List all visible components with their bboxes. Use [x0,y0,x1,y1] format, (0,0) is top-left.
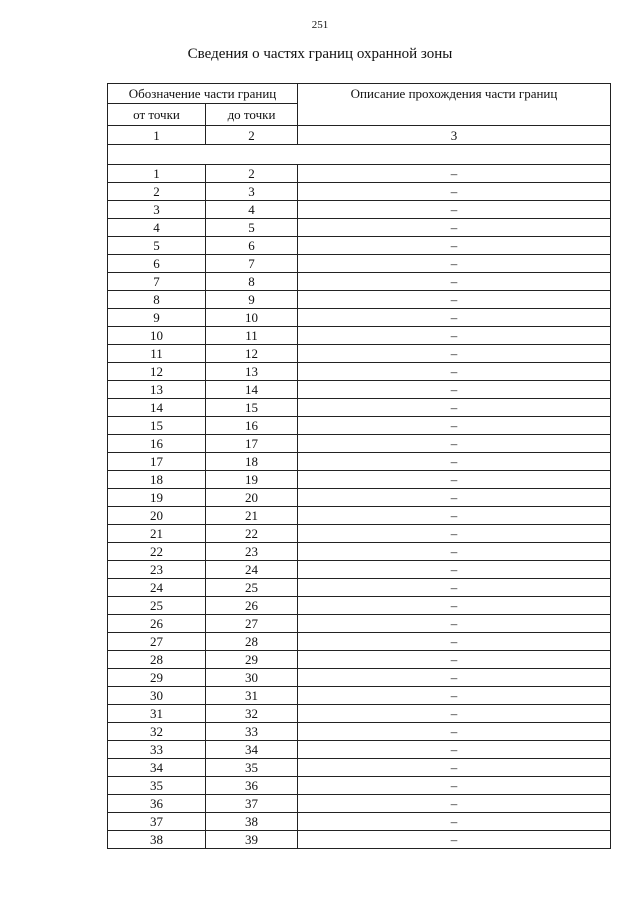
from-point-cell: 7 [108,273,206,291]
table-row [108,165,611,183]
from-point-cell: 34 [108,759,206,777]
table-row [108,435,611,453]
to-point-cell: 25 [206,579,298,597]
description-cell: – [298,417,611,435]
table-row [108,183,611,201]
from-point-cell: 17 [108,453,206,471]
to-point-cell: 38 [206,813,298,831]
from-point-cell: 26 [108,615,206,633]
table-row [108,363,611,381]
table-row [108,273,611,291]
from-point-cell: 2 [108,183,206,201]
table-row [108,543,611,561]
description-cell: – [298,399,611,417]
from-point-cell: 13 [108,381,206,399]
table-row [108,399,611,417]
to-point-cell: 22 [206,525,298,543]
description-cell: – [298,813,611,831]
to-point-cell: 8 [206,273,298,291]
description-cell: – [298,669,611,687]
table-row [108,579,611,597]
column-numbers-row [108,126,611,145]
to-point-cell: 20 [206,489,298,507]
description-cell: – [298,201,611,219]
from-point-cell: 8 [108,291,206,309]
to-point-cell: 10 [206,309,298,327]
page-number: 251 [311,19,329,31]
table-row [108,615,611,633]
description-cell: – [298,273,611,291]
description-cell: – [298,759,611,777]
to-point-cell: 23 [206,543,298,561]
to-point-cell: 6 [206,237,298,255]
table-row [108,723,611,741]
from-point-cell: 15 [108,417,206,435]
to-point-cell: 16 [206,417,298,435]
to-point-cell: 21 [206,507,298,525]
to-point-cell: 37 [206,795,298,813]
table-row [108,597,611,615]
to-point-cell: 17 [206,435,298,453]
description-cell: – [298,489,611,507]
to-point-cell: 39 [206,831,298,849]
to-point-cell: 19 [206,471,298,489]
from-point-cell: 31 [108,705,206,723]
table-row [108,201,611,219]
from-point-cell: 37 [108,813,206,831]
description-cell: – [298,291,611,309]
table-row [108,381,611,399]
description-cell: – [298,165,611,183]
table-row [108,633,611,651]
table-row [108,255,611,273]
description-cell: – [298,219,611,237]
to-point-cell: 28 [206,633,298,651]
from-point-cell: 23 [108,561,206,579]
header-boundary-designation: Обозначение части границ [108,84,298,104]
from-point-cell: 27 [108,633,206,651]
from-point-cell: 29 [108,669,206,687]
table-row [108,759,611,777]
description-cell: – [298,327,611,345]
table-row [108,777,611,795]
from-point-cell: 30 [108,687,206,705]
to-point-cell: 30 [206,669,298,687]
from-point-cell: 16 [108,435,206,453]
from-point-cell: 33 [108,741,206,759]
to-point-cell: 3 [206,183,298,201]
from-point-cell: 22 [108,543,206,561]
to-point-cell: 32 [206,705,298,723]
description-cell: – [298,453,611,471]
to-point-cell: 29 [206,651,298,669]
section-spacer-row [108,145,611,165]
table-row [108,525,611,543]
from-point-cell: 12 [108,363,206,381]
to-point-cell: 9 [206,291,298,309]
header-description: Описание прохождения части границ [298,84,611,126]
table-row [108,453,611,471]
to-point-cell: 15 [206,399,298,417]
table-row [108,219,611,237]
description-cell: – [298,633,611,651]
table-row [108,327,611,345]
description-cell: – [298,345,611,363]
from-point-cell: 24 [108,579,206,597]
from-point-cell: 11 [108,345,206,363]
description-cell: – [298,543,611,561]
to-point-cell: 36 [206,777,298,795]
from-point-cell: 4 [108,219,206,237]
table-row [108,237,611,255]
header-from-point: от точки [108,104,206,126]
from-point-cell: 1 [108,165,206,183]
table-row [108,309,611,327]
to-point-cell: 35 [206,759,298,777]
from-point-cell: 36 [108,795,206,813]
from-point-cell: 19 [108,489,206,507]
description-cell: – [298,507,611,525]
to-point-cell: 5 [206,219,298,237]
from-point-cell: 38 [108,831,206,849]
from-point-cell: 5 [108,237,206,255]
to-point-cell: 11 [206,327,298,345]
to-point-cell: 33 [206,723,298,741]
description-cell: – [298,237,611,255]
to-point-cell: 31 [206,687,298,705]
to-point-cell: 2 [206,165,298,183]
table-row [108,489,611,507]
description-cell: – [298,363,611,381]
table-row [108,651,611,669]
description-cell: – [298,597,611,615]
description-cell: – [298,777,611,795]
table-row [108,345,611,363]
to-point-cell: 24 [206,561,298,579]
table-row [108,471,611,489]
table-row [108,669,611,687]
description-cell: – [298,705,611,723]
description-cell: – [298,381,611,399]
from-point-cell: 28 [108,651,206,669]
table-body [108,84,611,849]
from-point-cell: 21 [108,525,206,543]
description-cell: – [298,525,611,543]
to-point-cell: 4 [206,201,298,219]
description-cell: – [298,471,611,489]
description-cell: – [298,831,611,849]
from-point-cell: 14 [108,399,206,417]
header-to-point: до точки [206,104,298,126]
to-point-cell: 13 [206,363,298,381]
description-cell: – [298,651,611,669]
description-cell: – [298,687,611,705]
description-cell: – [298,579,611,597]
description-cell: – [298,183,611,201]
column-number: 1 [108,126,206,145]
from-point-cell: 10 [108,327,206,345]
table-row [108,507,611,525]
to-point-cell: 26 [206,597,298,615]
to-point-cell: 14 [206,381,298,399]
table-row [108,417,611,435]
description-cell: – [298,309,611,327]
description-cell: – [298,723,611,741]
from-point-cell: 3 [108,201,206,219]
section-spacer-cell [108,145,611,165]
to-point-cell: 18 [206,453,298,471]
header-row-group [108,84,611,104]
from-point-cell: 32 [108,723,206,741]
to-point-cell: 12 [206,345,298,363]
table-row [108,795,611,813]
table-row [108,291,611,309]
table-row [108,813,611,831]
table-row [108,741,611,759]
description-cell: – [298,561,611,579]
boundary-parts-table [107,83,611,849]
column-number: 2 [206,126,298,145]
from-point-cell: 18 [108,471,206,489]
description-cell: – [298,795,611,813]
from-point-cell: 35 [108,777,206,795]
table-row [108,561,611,579]
to-point-cell: 7 [206,255,298,273]
to-point-cell: 34 [206,741,298,759]
from-point-cell: 20 [108,507,206,525]
description-cell: – [298,741,611,759]
table-row [108,687,611,705]
description-cell: – [298,435,611,453]
table-row [108,831,611,849]
from-point-cell: 25 [108,597,206,615]
description-cell: – [298,255,611,273]
from-point-cell: 6 [108,255,206,273]
column-number: 3 [298,126,611,145]
to-point-cell: 27 [206,615,298,633]
description-cell: – [298,615,611,633]
from-point-cell: 9 [108,309,206,327]
table-row [108,705,611,723]
document-title: Сведения о частях границ охранной зоны [187,46,453,62]
